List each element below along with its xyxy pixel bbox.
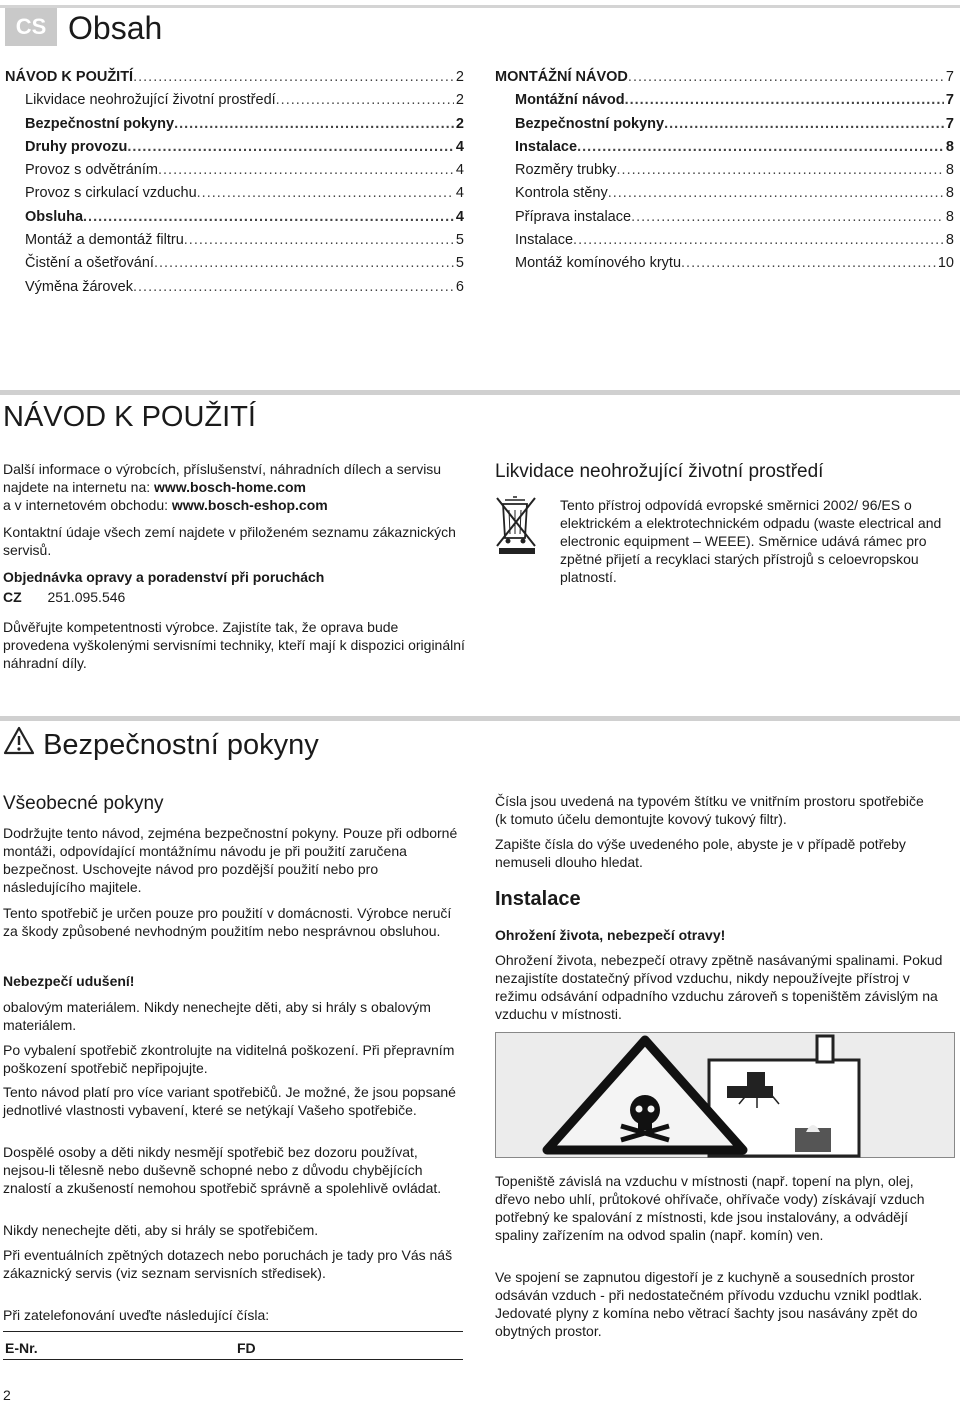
toc-entry-page: 2 [455,92,464,109]
toc-entry[interactable] [495,113,954,136]
toc-entry[interactable] [5,89,464,112]
safety-p3: obalovým materiálem. Nikdy nenechejte děti, aby si hrály s obalovým materiálem. [3,999,431,1033]
toc-left [5,66,464,299]
toc-entry-label: MONTÁŽNÍ NÁVOD [495,69,628,85]
safety-p4: Po vybalení spotřebič zkontrolujte na viditelná poškození. Při přepravním poškození spotřebič nepřipojujte. [3,1042,455,1076]
toc-leader-dots [276,89,454,112]
toc-entry[interactable] [495,66,954,89]
toc-entry-label: Instalace [515,138,578,155]
toc-leader-dots [631,206,944,229]
toc-entry-page: 8 [945,138,954,155]
enr-top-line [3,1331,463,1332]
safety-title: Bezpečnostní pokyny [43,729,319,761]
danger-heading: Ohrožení života, nebezpečí otravy! [495,927,726,943]
toc-entry-label: Instalace [515,232,574,249]
toc-leader-dots [133,66,454,89]
toc-entry[interactable] [495,136,954,159]
toc-leader-dots [628,66,944,89]
safety-p6: Dospělé osoby a děti nikdy nesmějí spotřebič bez dozoru používat, nejsou-li tělesně nebo duševně schopné nebo z důvodu chybějících znalostí a zkušeností nemohou spotřebič správně a spolehlivě ovládat. [3,1144,442,1196]
toc-entry[interactable] [495,89,954,112]
section-title-safety [3,726,319,766]
safety-r3: Ohrožení života, nebezpečí otravy zpětně nasávanými spalinami. Pokud nezajistíte dostatečný přívod vzduchu, nikdy nepoužívejte přístroj v režimu odsávání odpadního vzduchu zároveň s topeništěm závislým na vzduchu v místnosti. [495,952,943,1022]
safety-p7: Nikdy nenechejte děti, aby si hrály se spotřebičem. [3,1222,319,1238]
safety-p2: Tento spotřebič je určen pouze pro použití v domácnosti. Výrobce neručí za škody způsobené nevhodným použitím nebo nesprávnou obsluhou. [3,905,452,939]
toc-entry-page: 8 [945,162,954,179]
toc-entry[interactable] [5,66,464,89]
general-heading: Všeobecné pokyny [3,793,164,814]
toc-entry-page: 6 [455,278,464,295]
toc-entry-label: Bezpečnostní pokyny [25,115,175,132]
toc-entry-page: 5 [455,255,464,272]
toc-entry-label: Druhy provozu [25,138,128,155]
toc-entry-label: Provoz s odvětráním [25,162,158,179]
toc-entry-page: 5 [455,232,464,249]
toc-entry[interactable] [495,159,954,182]
toc-leader-dots [83,206,454,229]
warning-icon [3,726,35,766]
section-rule [0,390,960,395]
toc-entry-label: Rozměry trubky [515,162,617,179]
safety-p8: Při eventuálních zpětných dotazech nebo poruchách je tady pro Vás náš zákaznický servis (viz seznam servisních středisek). [3,1247,453,1281]
toc-entry-label: Provoz s cirkulací vzduchu [25,185,197,202]
toc-entry[interactable] [5,113,464,136]
safety-r4: Topeniště závislá na vzduchu v místnosti (např. topení na plyn, olej, dřevo nebo uhlí, průtokové ohřívače, ohřívače vody) získávají vzduch potřebný ke spalování z místnosti, kde jsou instalovány, a odvádějí spaliny zařízením na odvod spalin (např. komín) ven. [495,1173,925,1243]
toc-leader-dots [197,182,454,205]
toc-entry[interactable] [495,182,954,205]
toc-leader-dots [133,276,454,299]
toc-entry-label: Obsluha [25,208,84,225]
toc-entry-label: Montážní návod [515,92,625,109]
toc-leader-dots [608,182,944,205]
toc-entry-label: Výměna žárovek [25,278,133,295]
bosch-eshop-link[interactable]: www.bosch-eshop.com [171,497,328,513]
safety-r2: Zapište čísla do výše uvedeného pole, abyste je v případě potřeby nemuseli dlouho hledat. [495,836,906,870]
chimney-hazard-illustration [495,1032,955,1158]
toc-entry-page: 7 [945,115,954,132]
enr-bottom-line [3,1359,463,1360]
page-number: 2 [3,1387,11,1403]
navod-contact: Kontaktní údaje všech zemí najdete v přiloženém seznamu zákaznických servisů. [3,524,456,558]
safety-r1: Čísla jsou uvedená na typovém štítku ve vnitřním prostoru spotřebiče (k tomuto účelu demontujte kovový tukový filtr). [495,793,924,827]
toc-entry-page: 2 [455,115,464,132]
toc-leader-dots [573,229,944,252]
toc-entry-label: Likvidace neohrožující životní prostředí [25,92,276,109]
toc-entry-label: Čistění a ošetřování [25,255,154,272]
safety-p1: Dodržujte tento návod, zejména bezpečnostní pokyny. Pouze při odborné montáži, odpovídající montážnímu návodu je při použití zaručena bezpečnost. Uschovejte návod pro pozdější použití nebo pro následujícího majitele. [3,825,458,895]
toc-leader-dots [681,252,936,275]
enr-label: E-Nr. [5,1340,38,1356]
toc-entry[interactable] [495,229,954,252]
toc-leader-dots [184,229,454,252]
weee-bin-icon [495,494,543,556]
toc-entry-page: 7 [945,69,954,85]
toc-entry[interactable] [5,229,464,252]
toc-leader-dots [577,136,944,159]
disposal-text: Tento přístroj odpovídá evropské směrnici 2002/ 96/ES o elektrickém a elektrotechnickém odpadu (waste electrical and electronic equipment – WEEE). Směrnice udává rámec pro zpětné přijetí a recyklaci starých přístrojů s celoevropskou platností. [560,497,942,585]
toc-entry[interactable] [5,182,464,205]
install-heading: Instalace [495,888,581,910]
section-rule [0,716,960,721]
toc-entry-label: Bezpečnostní pokyny [515,115,665,132]
toc-entry-page: 8 [945,232,954,249]
toc-entry[interactable] [5,206,464,229]
toc-leader-dots [158,159,454,182]
section-title-navod: NÁVOD K POUŽITÍ [3,401,256,433]
toc-entry-page: 8 [945,208,954,225]
toc-leader-dots [664,113,944,136]
safety-r5: Ve spojení se zapnutou digestoří je z kuchyně a sousedních prostor odsáván vzduch - při nedostatečném přívodu vzduchu vznikl podtlak. Jedovaté plyny z komína nebo větrací šachty jsou nasávány zpět do obytných prostor. [495,1269,923,1339]
toc-entry-page: 4 [455,185,464,202]
toc-entry[interactable] [495,206,954,229]
safety-p9: Při zatelefonování uveďte následující čísla: [3,1307,270,1323]
toc-entry-label: Příprava instalace [515,208,632,225]
toc-leader-dots [617,159,944,182]
order-heading: Objednávka opravy a poradenství při poruchách [3,569,325,585]
toc-entry-label: Montáž komínového krytu [515,255,682,272]
toc-entry[interactable] [495,252,954,275]
toc-entry-page: 10 [937,255,954,272]
suffocation-heading: Nebezpečí udušení! [3,973,135,989]
disposal-title: Likvidace neohrožující životní prostředí [495,461,824,482]
info-text: Další informace o výrobcích, příslušenství, náhradních dílech a servisu najdete na internetu na: [3,461,442,495]
bosch-home-link[interactable]: www.bosch-home.com [154,479,306,495]
toc-entry[interactable] [5,252,464,275]
toc-entry-page: 2 [455,69,464,85]
toc-leader-dots [174,113,454,136]
toc-entry-label: Montáž a demontáž filtru [25,232,184,249]
navod-trust: Důvěřujte kompetentnosti výrobce. Zajistíte tak, že oprava bude provedena vyškolenými servisními techniky, kteří mají k dispozici originální náhradní díly. [3,619,465,671]
fd-label: FD [237,1340,256,1356]
toc-leader-dots [154,252,454,275]
toc-entry-page: 4 [455,162,464,179]
service-phone-row [3,588,125,606]
toc-entry[interactable] [5,276,464,299]
toc-entry-page: 8 [945,185,954,202]
toc-leader-dots [127,136,454,159]
toc-leader-dots [625,89,944,112]
country-code: CZ [3,589,22,605]
toc-entry[interactable] [5,159,464,182]
toc-entry-page: 4 [455,208,464,225]
navod-info [3,460,463,514]
toc-entry-label: NÁVOD K POUŽITÍ [5,69,134,85]
toc-entry-label: Kontrola stěny [515,185,608,202]
shop-text: a v internetovém obchodu: [3,497,172,513]
toc-entry-page: 7 [945,92,954,109]
toc-entry[interactable] [5,136,464,159]
page-title: Obsah [68,10,163,46]
service-phone: 251.095.546 [47,589,126,605]
language-badge: CS [5,8,57,46]
toc-right [495,66,954,276]
safety-p5: Tento návod platí pro více variant spotřebičů. Je možné, že jsou popsané jednotlivé vlastnosti vybavení, které se netýkají Vašeho spotřebiče. [3,1084,456,1118]
toc-entry-page: 4 [455,138,464,155]
